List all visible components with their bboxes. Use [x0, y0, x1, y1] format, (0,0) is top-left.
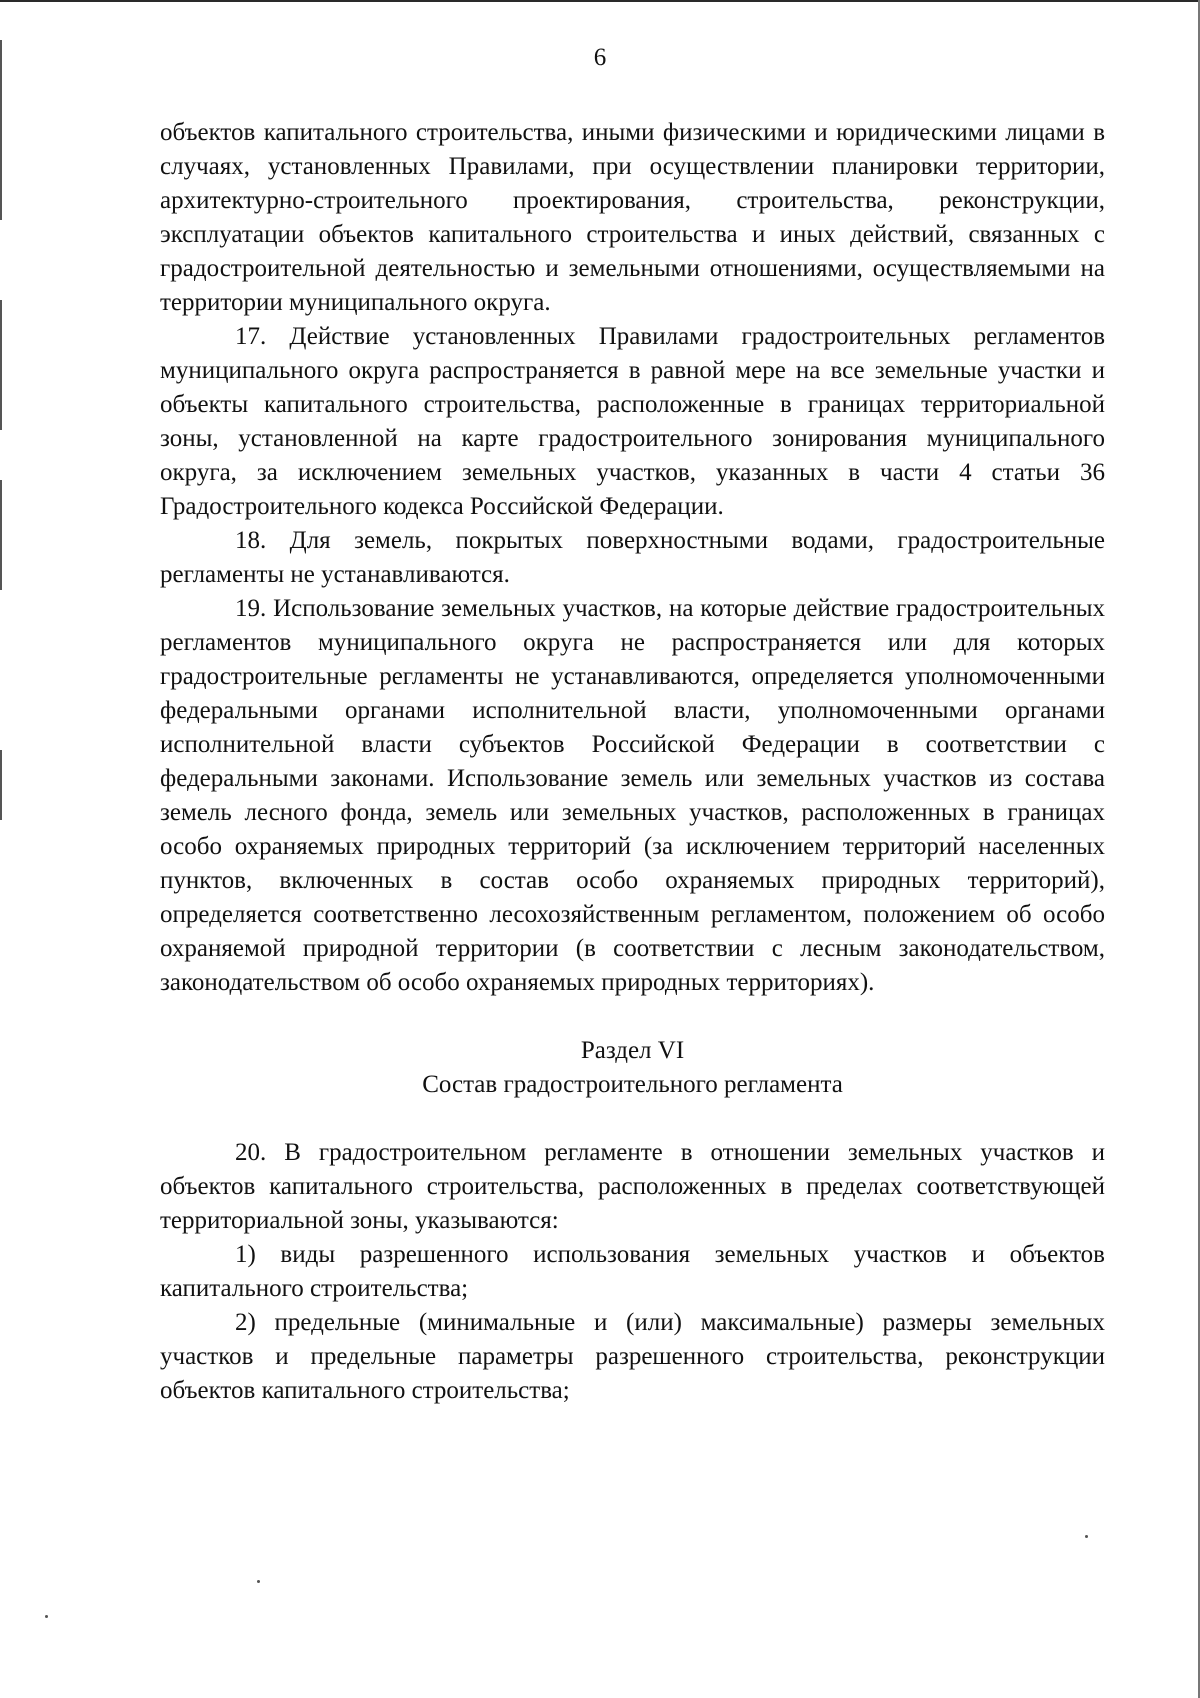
- list-item-2: 2) предельные (минимальные и (или) максимальные) размеры земельных участков и предельные параметры разрешенного строительства, реконструкции объектов капитального строительства;: [160, 1309, 1105, 1404]
- paragraph-20: 20. В градостроительном регламенте в отношении земельных участков и объектов капитального строительства, расположенных в пределах соответствующей территориальной зоны, указываются:: [160, 1139, 1105, 1234]
- scan-edge-left: [0, 480, 2, 590]
- scan-speck: [45, 1615, 48, 1618]
- scan-edge-top: [0, 0, 1200, 2]
- paragraph: объектов капитального строительства, иными физическими и юридическими лицами в случаях, установленных Правилами, при осуществлении планировки территории, архитектурно-строительного проектирования, строительства, реконструкции, эксплуатации объектов капитального строительства и иных действий, связанных с градостроительной деятельностью и земельными отношениями, осуществляемыми на территории муниципального округа.: [160, 119, 1105, 316]
- paragraph-19: 19. Использование земельных участков, на которые действие градостроительных регламентов муниципального округа не распространяется или для которых градостроительные регламенты не устанавливаются, определяется уполномоченными федеральными органами исполнительной власти, уполномоченными органами исполнительной власти субъектов Российской Федерации в соответствии с федеральными законами. Использование земель или земельных участков из состава земель лесного фонда, земель или земельных участков, расположенных в границах особо охраняемых природных территорий (за исключением территорий населенных пунктов, включенных в состав особо охраняемых природных территорий), определяется соответственно лесохозяйственным регламентом, положением об особо охраняемой природной территории (в соответствии с лесным законодательством, законодательством об особо охраняемых природных территориях).: [160, 595, 1105, 996]
- paragraph-18: 18. Для земель, покрытых поверхностными водами, градостроительные регламенты не устанавливаются.: [160, 527, 1105, 588]
- scan-speck: [1085, 1535, 1088, 1538]
- section-title: Раздел VI: [580, 1037, 685, 1064]
- scan-edge-left: [0, 750, 2, 820]
- scan-edge-left: [0, 300, 2, 430]
- list-item-1: 1) виды разрешенного использования земельных участков и объектов капитального строительства;: [160, 1241, 1105, 1302]
- paragraph-17: 17. Действие установленных Правилами градостроительных регламентов муниципального округа распространяется в равной мере на все земельные участки и объекты капитального строительства, расположенные в границах территориальной зоны, установленной на карте градостроительного зонирования муниципального округа, за исключением земельных участков, указанных в части 4 статьи 36 Градостроительного кодекса Российской Федерации.: [160, 323, 1105, 520]
- section-subtitle: Состав градостроительного регламента: [422, 1071, 843, 1098]
- document-body: [160, 116, 1105, 1408]
- scan-speck: [257, 1580, 260, 1583]
- section-heading: [160, 1034, 1105, 1102]
- page-number: 6: [593, 44, 607, 71]
